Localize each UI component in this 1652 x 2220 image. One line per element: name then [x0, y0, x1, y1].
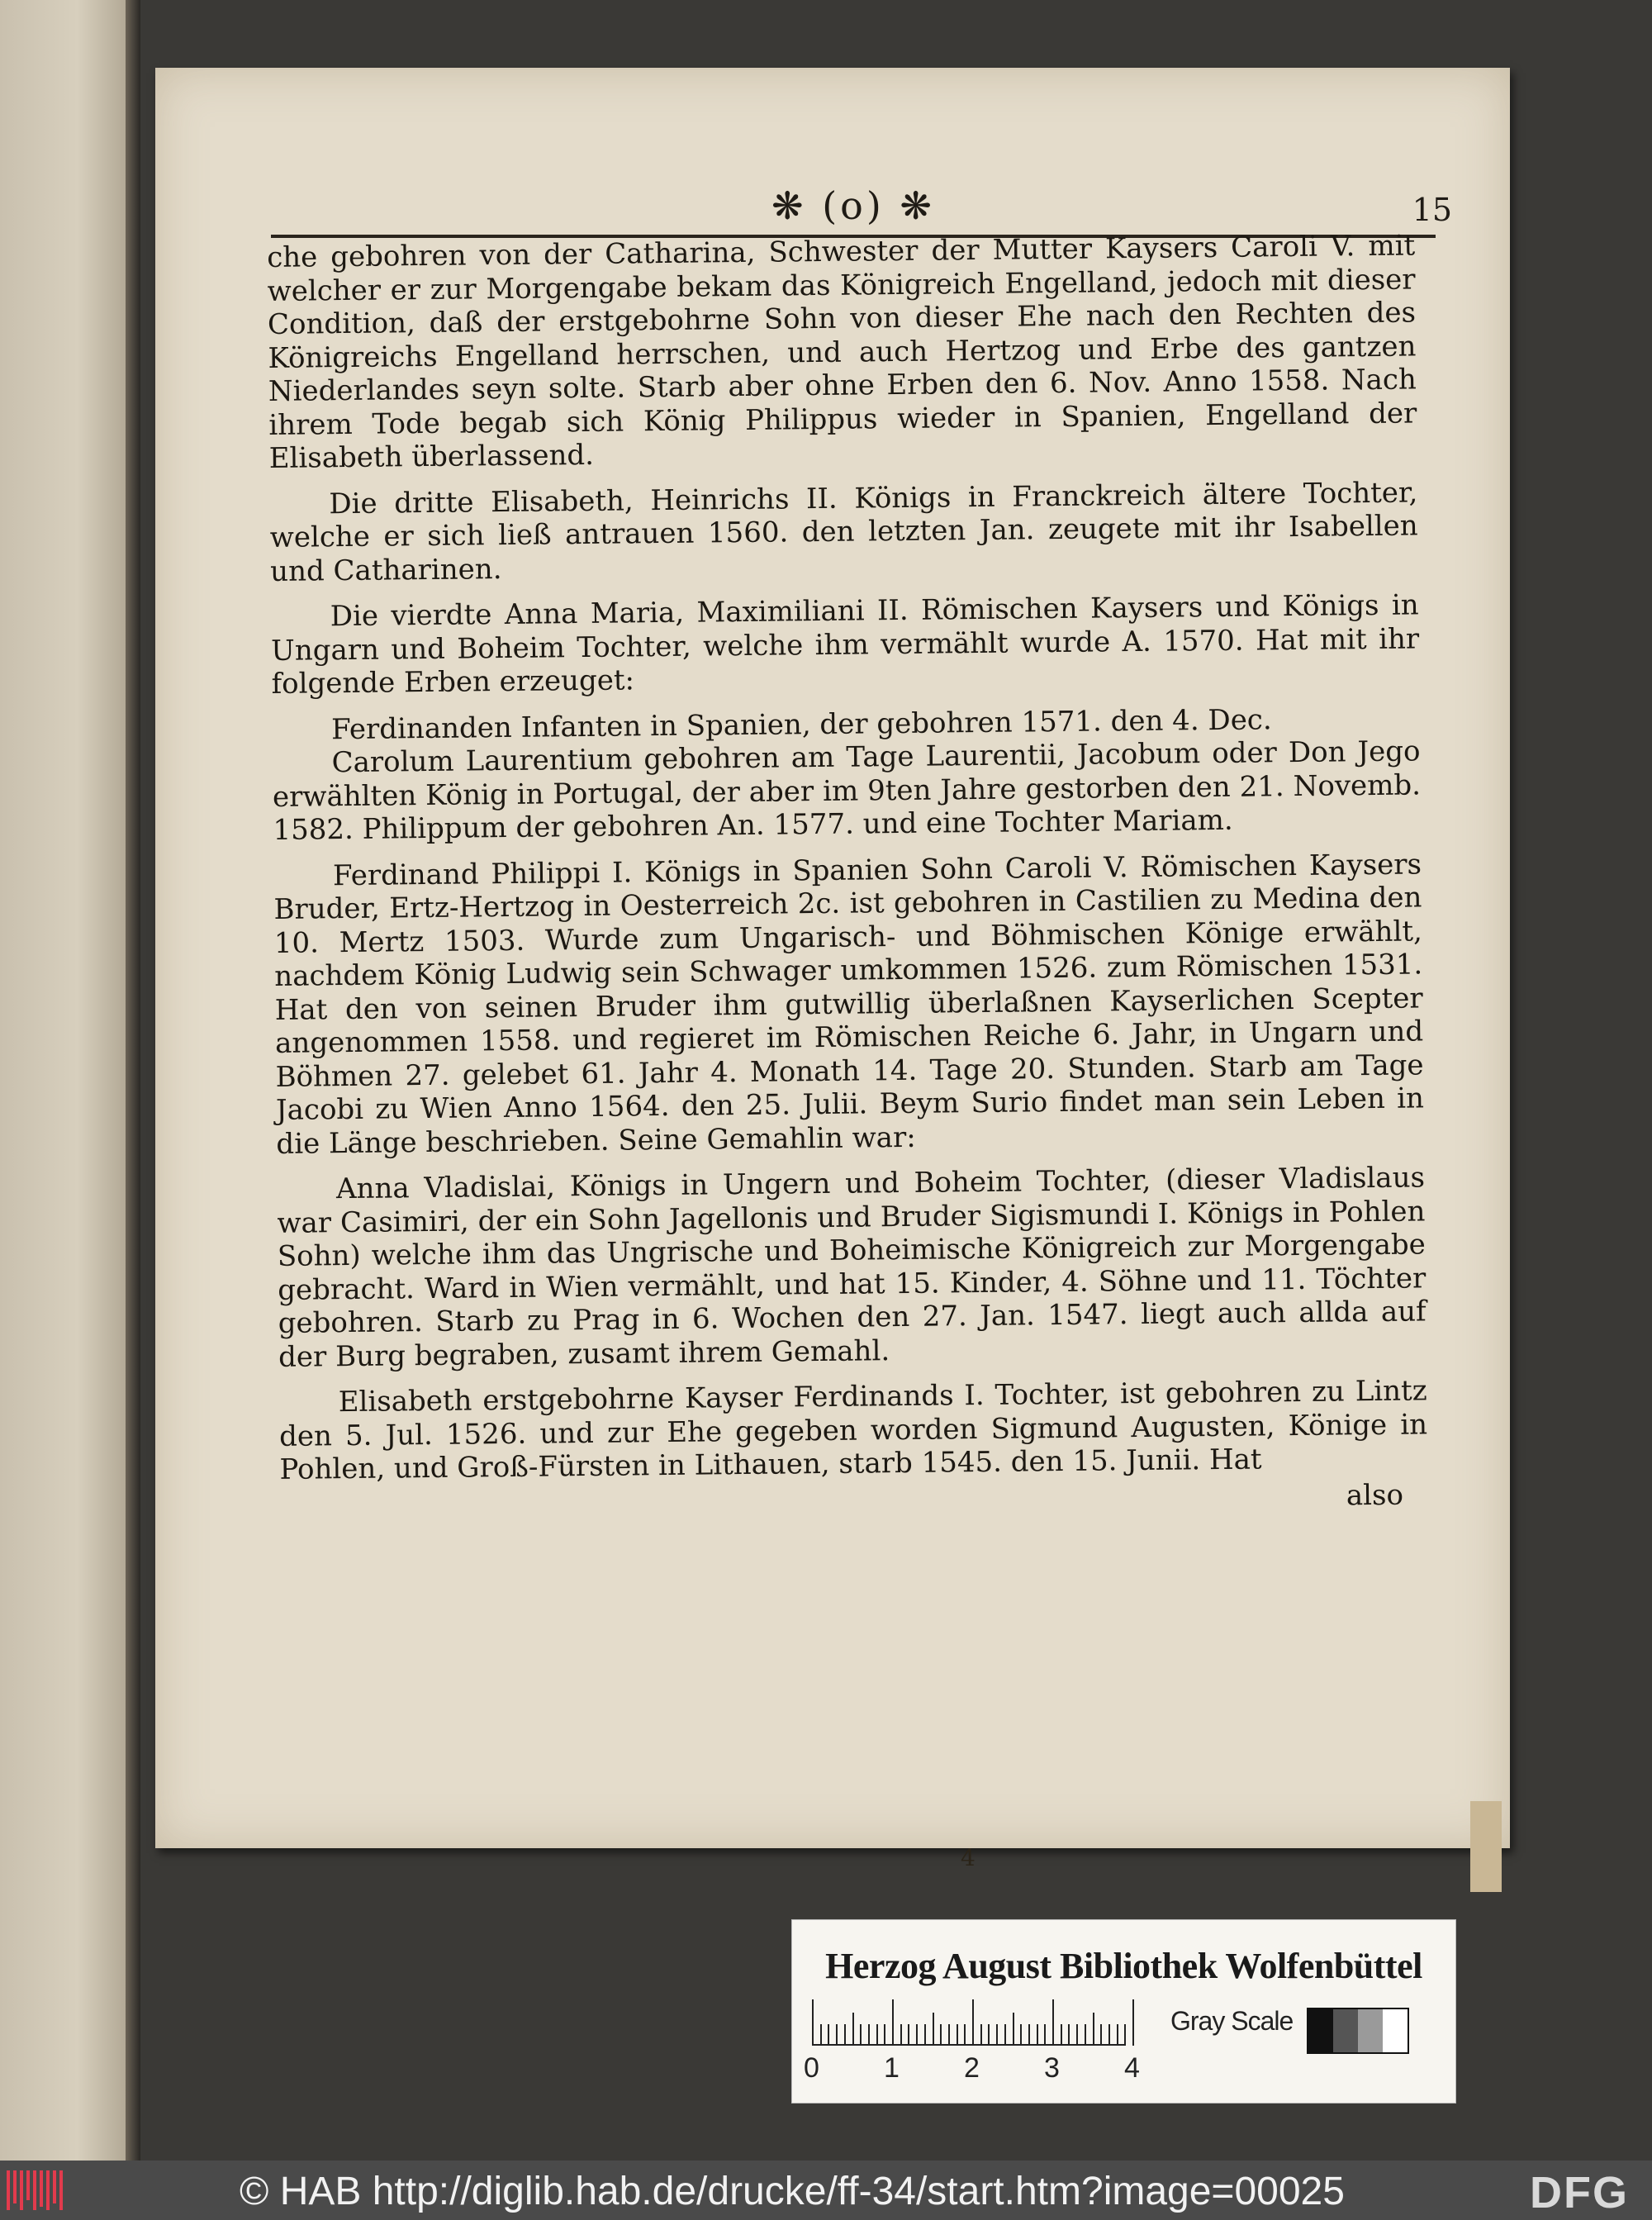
- gray-swatch: [1333, 2009, 1358, 2052]
- paragraph-5: Carolum Laurentium gebohren am Tage Laurentii, Jacobum oder Don Jego erwählten König in Portugal, der aber im 9ten Jahre gestorben den 21. Novemb. 1582. Philippum der gebohren An. 1577. und eine Tochter Mariam.: [272, 734, 1422, 847]
- page-number: 15: [1412, 192, 1452, 228]
- ruler-tick: [940, 2024, 942, 2046]
- ruler-tick: [1068, 2024, 1070, 2046]
- ruler-label-1: 1: [884, 2052, 900, 2084]
- paragraph-2: Die dritte Elisabeth, Heinrichs II. Königs in Franckreich ältere Tochter, welche er sich ließ antrauen 1560. den letzten Jan. zeugete mit ihr Isabellen und Catharinen.: [269, 475, 1418, 588]
- barcode-bar: [59, 2170, 63, 2210]
- ruler-tick: [1108, 2024, 1110, 2046]
- ruler-tick: [900, 2024, 902, 2046]
- barcode-bar: [26, 2170, 30, 2200]
- footer-bar: [0, 2161, 1652, 2220]
- ruler-tick: [812, 1999, 814, 2046]
- ruler-tick: [836, 2024, 838, 2046]
- page-gutter-shadow: [126, 0, 140, 2161]
- ruler-tick: [1013, 2013, 1014, 2046]
- gray-swatch: [1383, 2009, 1408, 2052]
- ruler-tick: [980, 2024, 982, 2046]
- ruler-label-3: 3: [1044, 2052, 1060, 2084]
- footer-credit[interactable]: © HAB http://diglib.hab.de/drucke/ff-34/start.htm?image=00025: [240, 2170, 1345, 2213]
- ruler-tick: [1037, 2024, 1038, 2046]
- ruler-tick: [884, 2024, 885, 2046]
- barcode-bar: [53, 2170, 56, 2203]
- gray-scale-swatches: [1307, 2008, 1409, 2054]
- gray-swatch: [1358, 2009, 1383, 2052]
- signature-mark: 4: [961, 1844, 976, 1871]
- ruler-labels: [804, 2052, 1140, 2085]
- ruler-tick: [933, 2013, 934, 2046]
- ruler-tick: [908, 2024, 909, 2046]
- paragraph-1: che gebohren von der Catharina, Schwester der Mutter Kaysers Caroli V. mit welcher er zur Morgengabe bekam das Königreich Engelland, jedoch mit dieser Condition, daß der erstgebohrne Sohn von dieser Ehe nach den Rechten des Königreichs Engelland herrschen, und auch Hertzog und Erbe des gantzen Niederlandes seyn solte. Starb aber ohne Erben den 6. Nov. Anno 1558. Nach ihrem Tode begab sich König Philippus wieder in Spanien, Engelland der Elisabeth überlassend.: [267, 229, 1417, 475]
- ruler-tick: [852, 2013, 854, 2046]
- ruler-tick: [1004, 2024, 1006, 2046]
- ruler-tick: [1076, 2024, 1078, 2046]
- header-ornament: ❋ (o) ❋: [771, 183, 935, 228]
- ruler-tick: [957, 2024, 958, 2046]
- ruler-tick: [1124, 2024, 1126, 2046]
- ruler-tick: [820, 2024, 822, 2046]
- ruler-tick: [972, 1999, 974, 2046]
- book-page: [155, 68, 1510, 1871]
- ruler-tick: [1044, 2024, 1046, 2046]
- ruler-tick: [996, 2024, 998, 2046]
- ruler-tick: [924, 2024, 926, 2046]
- barcode-bar: [7, 2170, 10, 2210]
- paragraph-8: Elisabeth erstgebohrne Kayser Ferdinands I. Tochter, ist gebohren zu Lintz den 5. Jul. 1526. und zur Ehe gegeben worden Sigmund Augusten, Könige in Pohlen, und Groß-Fürsten in Lithauen, starb 1545. den 15. Junii. Hat: [278, 1374, 1428, 1486]
- gray-scale-label: Gray Scale: [1170, 2006, 1294, 2036]
- calibration-card: [791, 1919, 1456, 2104]
- ruler-tick: [1117, 2024, 1118, 2046]
- library-name: Herzog August Bibliothek Wolfenbüttel: [825, 1946, 1422, 1986]
- barcode-bar: [46, 2170, 50, 2210]
- ruler-tick: [868, 2024, 870, 2046]
- ruler-tick: [1093, 2013, 1094, 2046]
- barcode-icon: [7, 2170, 71, 2210]
- paragraph-7: Anna Vladislai, Königs in Ungern und Boheim Tochter, (dieser Vladislaus war Casimiri, der ein Sohn Jagellonis und Bruder Sigismundi I. Königs in Pohlen Sohn) welche ihm das Ungrische und Boheimische Königreich zur Morgengabe gebracht. Ward in Wien vermählt, und hat 15. Kinder, 4. Söhne und 11. Töchter gebohren. Starb zu Prag in 6. Wochen den 27. Jan. 1547. liegt auch allda auf der Burg begraben, zusamt ihrem Gemahl.: [277, 1161, 1427, 1374]
- ruler-tick: [1052, 1999, 1054, 2046]
- ruler-tick: [1020, 2024, 1022, 2046]
- ruler-label-4: 4: [1124, 2052, 1140, 2084]
- barcode-bar: [40, 2170, 43, 2207]
- barcode-bar: [13, 2170, 17, 2203]
- paragraph-3: Die vierdte Anna Maria, Maximiliani II. Römischen Kaysers und Königs in Ungarn und Boheim Tochter, welche ihm vermählt wurde A. 1570. Hat mit ihr folgende Erben erzeuget:: [270, 588, 1420, 701]
- ruler-tick: [964, 2024, 966, 2046]
- ruler-baseline: [812, 2044, 1126, 2046]
- ruler-tick: [1100, 2024, 1102, 2046]
- ruler-tick: [860, 2024, 862, 2046]
- ruler-tick: [1061, 2024, 1062, 2046]
- ruler-tick: [892, 1999, 894, 2046]
- ruler-tick: [948, 2024, 950, 2046]
- barcode-bar: [20, 2170, 23, 2210]
- barcode-bar: [33, 2170, 36, 2210]
- ruler-tick: [876, 2024, 878, 2046]
- gray-swatch: [1308, 2009, 1333, 2052]
- ruler-tick: [1085, 2024, 1086, 2046]
- ruler-tick: [988, 2024, 990, 2046]
- ruler-tick: [828, 2024, 829, 2046]
- ruler-tick: [1132, 1999, 1134, 2046]
- dfg-logo: DFG: [1530, 2168, 1629, 2218]
- cm-ruler: [812, 1996, 1126, 2046]
- previous-page-edge: [0, 0, 140, 2161]
- page-edge-strip: [1470, 1801, 1502, 1892]
- ruler-label-0: 0: [804, 2052, 819, 2084]
- catchword: also: [1346, 1478, 1404, 1512]
- paragraph-6: Ferdinand Philippi I. Königs in Spanien Sohn Caroli V. Römischen Kaysers Bruder, Ertz-Hertzog in Oesterreich 2c. ist gebohren in Castilien zu Medina den 10. Mertz 1503. Wurde zum Ungarisch- und Böhmischen Könige erwählt, nachdem König Ludwig sein Schwager umkommen 1526. zum Römischen 1531. Hat den von seinen Bruder ihm gutwillig überlaßnen Kayserlichen Scepter angenommen 1558. und regieret im Römischen Reiche 6. Jahr, in Ungarn und Böhmen 27. gelebet 61. Jahr 4. Monath 14. Tage 20. Stunden. Starb am Tage Jacobi zu Wien Anno 1564. den 25. Julii. Beym Surio findet man sein Leben in die Länge beschrieben. Seine Gemahlin war:: [273, 847, 1425, 1161]
- ruler-label-2: 2: [964, 2052, 980, 2084]
- ruler-tick: [916, 2024, 918, 2046]
- paragraph-4: Ferdinanden Infanten in Spanien, der gebohren 1571. den 4. Dec.: [330, 702, 1272, 746]
- ruler-tick: [1028, 2024, 1030, 2046]
- ruler-tick: [844, 2024, 846, 2046]
- body-text: [267, 229, 1428, 1523]
